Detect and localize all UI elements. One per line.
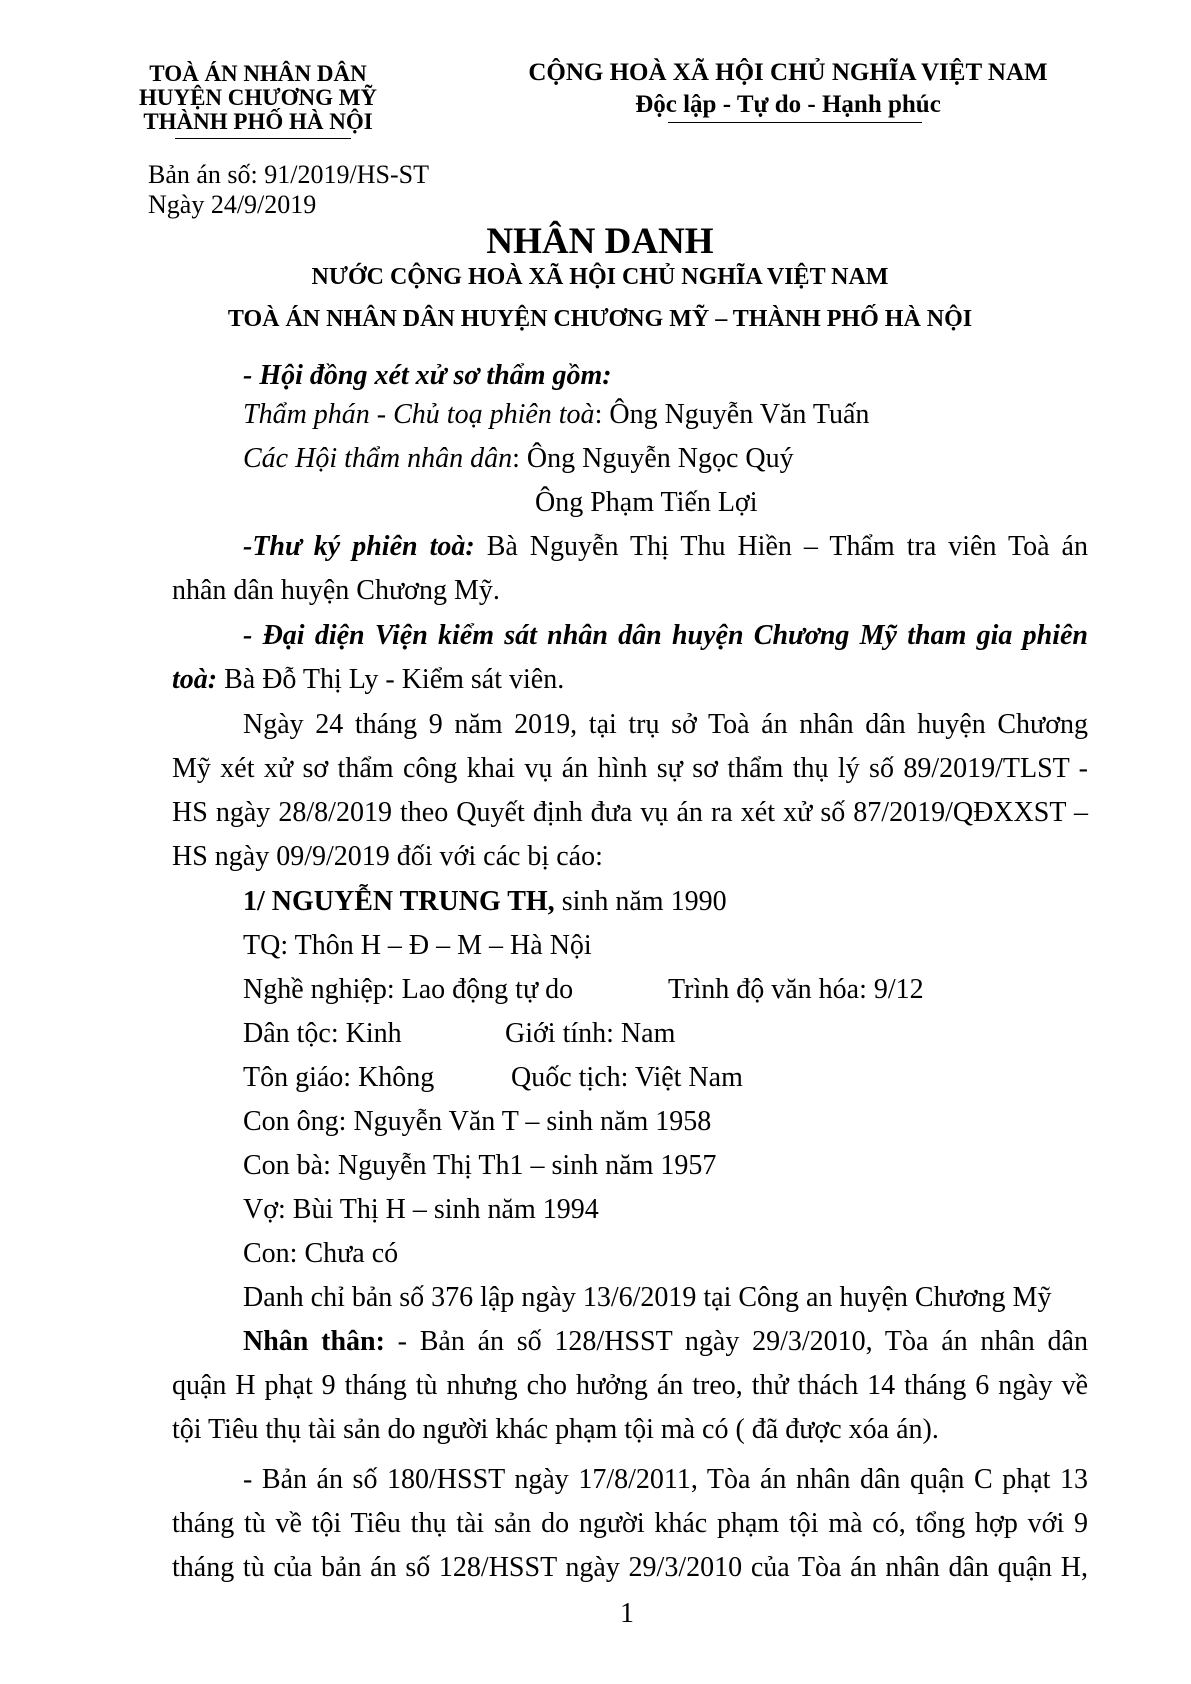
title-sub-court: TOÀ ÁN NHÂN DÂN HUYỆN CHƯƠNG MỸ – THÀNH PHỐ HÀ NỘI <box>227 306 973 332</box>
defendant-ethnicity: Dân tộc: Kinh <box>243 1018 402 1049</box>
defendant-fingerprint: Danh chỉ bản số 376 lập ngày 13/6/2019 tại Công an huyện Chương Mỹ <box>243 1282 1052 1313</box>
defendant-birth: sinh năm 1990 <box>554 886 727 917</box>
background-p1-start: - Bản án số 128/HSST ngày 29/3/2010, Tòa án nhân dân <box>384 1326 1088 1357</box>
court-clerk-text: Bà Nguyễn Thị Thu Hiền – Thẩm tra viên Toà án <box>474 531 1088 562</box>
defendant-children: Con: Chưa có <box>243 1238 399 1269</box>
background-line6: tháng tù của bản án số 128/HSST ngày 29/3/2010 của Tòa án nhân dân quận H, <box>172 1552 1088 1583</box>
court-underline <box>175 138 351 139</box>
nation-title: CỘNG HOÀ XÃ HỘI CHỦ NGHĨA VIỆT NAM <box>528 59 1048 86</box>
defendant-father: Con ông: Nguyễn Văn T – sinh năm 1958 <box>243 1106 712 1137</box>
defendant-heading <box>243 884 727 920</box>
court-clerk-line1 <box>243 529 1088 565</box>
background-line3: tội Tiêu thụ tài sản do người khác phạm tội mà có ( đã được xóa án). <box>172 1414 939 1445</box>
judgment-date: Ngày 24/9/2019 <box>148 190 317 219</box>
motto-underline <box>668 122 922 123</box>
people-assessors-label: Các Hội thẩm nhân dân <box>243 443 513 474</box>
court-name-line1: TOÀ ÁN NHÂN DÂN <box>149 61 367 86</box>
panel-heading: - Hội đồng xét xử sơ thẩm gồm: <box>243 360 612 391</box>
procuracy-line2 <box>172 662 564 698</box>
presiding-judge <box>243 397 869 433</box>
defendant-residence: TQ: Thôn H – Đ – M – Hà Nội <box>243 930 592 961</box>
case-number: Bản án số: 91/2019/HS-ST <box>148 160 429 189</box>
defendant-spouse: Vợ: Bùi Thị H – sinh năm 1994 <box>243 1194 599 1225</box>
people-assessor-1: : Ông Nguyễn Ngọc Quý <box>512 443 794 474</box>
court-name-line3: THÀNH PHỐ HÀ NỘI <box>143 109 373 134</box>
title-sub-nation: NƯỚC CỘNG HOÀ XÃ HỘI CHỦ NGHĨA VIỆT NAM <box>311 264 889 290</box>
defendant-name: 1/ NGUYỄN TRUNG TH, <box>243 886 555 917</box>
defendant-education: Trình độ văn hóa: 9/12 <box>668 974 924 1005</box>
court-clerk-line2: nhân dân huyện Chương Mỹ. <box>172 575 500 606</box>
defendant-religion: Tôn giáo: Không <box>243 1062 435 1093</box>
defendant-mother: Con bà: Nguyễn Thị Th1 – sinh năm 1957 <box>243 1150 717 1181</box>
intro-line4: HS ngày 09/9/2019 đối với các bị cáo: <box>172 841 603 872</box>
background-label: Nhân thân: <box>243 1326 385 1357</box>
background-line2: quận H phạt 9 tháng tù nhưng cho hưởng án treo, thử thách 14 tháng 6 ngày về <box>172 1370 1088 1401</box>
procuracy-label-line1: - Đại diện Viện kiểm sát nhân dân huyện Chương Mỹ tham gia phiên <box>243 620 1088 651</box>
intro-line3: HS ngày 28/8/2019 theo Quyết định đưa vụ án ra xét xử số 87/2019/QĐXXST – <box>172 797 1088 828</box>
presiding-judge-label: Thẩm phán - Chủ toạ phiên toà <box>243 399 595 430</box>
procuracy-label-line2: toà: <box>172 664 218 695</box>
defendant-occupation: Nghề nghiệp: Lao động tự do <box>243 974 574 1005</box>
background-line1 <box>243 1324 1088 1360</box>
presiding-judge-name: : Ông Nguyễn Văn Tuấn <box>594 399 870 430</box>
page-number: 1 <box>620 1598 634 1629</box>
intro-line1: Ngày 24 tháng 9 năm 2019, tại trụ sở Toà án nhân dân huyện Chương <box>243 709 1088 740</box>
defendant-nationality: Quốc tịch: Việt Nam <box>511 1062 743 1093</box>
court-clerk-label: -Thư ký phiên toà: <box>243 531 475 562</box>
background-line4: - Bản án số 180/HSST ngày 17/8/2011, Tòa án nhân dân quận C phạt 13 <box>243 1464 1088 1495</box>
defendant-gender: Giới tính: Nam <box>505 1018 676 1049</box>
document-title: NHÂN DANH <box>486 221 714 262</box>
procuracy-text: Bà Đỗ Thị Ly - Kiểm sát viên. <box>217 664 565 695</box>
background-line5: tháng tù về tội Tiêu thụ tài sản do người khác phạm tội mà có, tổng hợp với 9 <box>172 1508 1088 1539</box>
people-assessors <box>243 441 794 477</box>
court-name-line2: HUYỆN CHƯƠNG MỸ <box>138 85 378 110</box>
people-assessor-2: Ông Phạm Tiến Lợi <box>535 487 758 518</box>
intro-line2: Mỹ xét xử sơ thẩm công khai vụ án hình sự sơ thẩm thụ lý số 89/2019/TLST - <box>172 753 1088 784</box>
nation-motto: Độc lập - Tự do - Hạnh phúc <box>635 91 941 118</box>
